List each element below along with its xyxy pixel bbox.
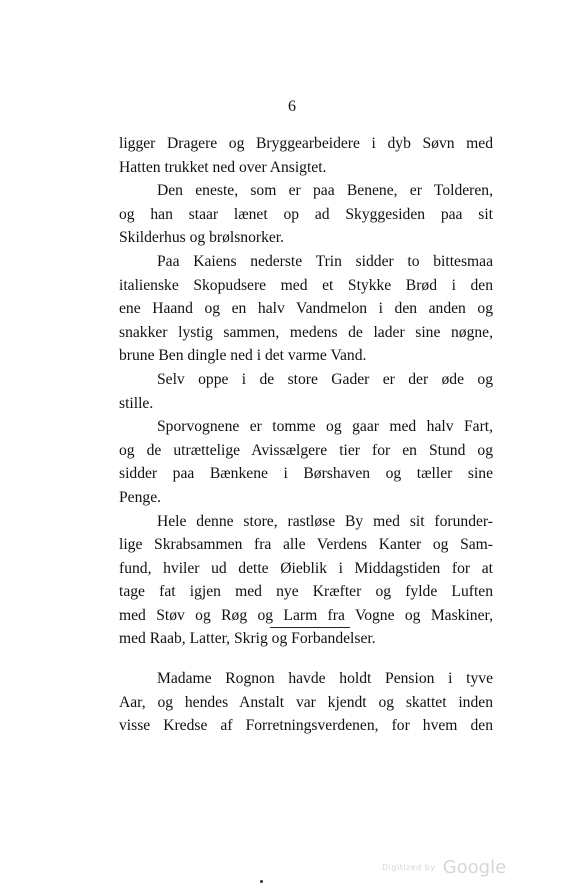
text-line: og han staar lænet op ad Skyggesiden paa sit (119, 205, 493, 223)
text-line: Den eneste, som er paa Benene, er Tolderen, (157, 182, 493, 200)
text-line: Madame Rognon havde holdt Pension i tyve (157, 670, 493, 687)
text-line: visse Kredse af Forretningsverdenen, for hvem den (119, 717, 493, 735)
text-line: Selv oppe i de store Gader er der øde og (157, 370, 493, 388)
text-line: brune Ben dingle ned i det varme Vand. (119, 347, 367, 365)
text-line: snakker lystig sammen, medens de lader sine nøgne, (119, 323, 493, 341)
body-text-block (119, 132, 493, 651)
text-line: Aar, og hendes Anstalt var kjendt og skattet inden (119, 693, 493, 711)
text-line: Hele denne store, rastløse By med sit forunder- (157, 512, 493, 530)
section-divider (270, 627, 350, 628)
text-line: med Raab, Latter, Skrig og Forbandelser. (119, 630, 376, 648)
text-line: Paa Kaiens nederste Trin sidder to bittesmaa (157, 252, 493, 270)
page-number: 6 (288, 98, 296, 115)
text-line: og de utrættelige Avissælgere tier for en Stund og (119, 441, 493, 459)
text-line: lige Skrabsammen fra alle Verdens Kanter og Sam- (119, 536, 493, 554)
body-text-block (119, 667, 493, 738)
text-line: Hatten trukket ned over Ansigtet. (119, 158, 327, 176)
text-line: ligger Dragere og Bryggearbeidere i dyb Søvn med (119, 135, 493, 152)
digitized-watermark (382, 857, 506, 878)
text-line: stille. (119, 394, 154, 412)
watermark-small-text: Digitized by (382, 863, 436, 872)
scan-speck (260, 880, 263, 883)
text-line: med Støv og Røg og Larm fra Vogne og Maskiner, (119, 606, 493, 624)
text-line: tage fat igjen med nye Kræfter og fylde Luften (119, 583, 493, 601)
text-line: fund, hviler ud dette Øieblik i Middagstiden for at (119, 559, 493, 577)
watermark-logo-text: Google (442, 857, 507, 878)
text-line: Penge. (119, 488, 162, 506)
text-line: Sporvognene er tomme og gaar med halv Fart, (157, 418, 493, 436)
text-line: Skilderhus og brølsnorker. (119, 229, 285, 247)
text-line: sidder paa Bænkene i Børshaven og tæller sine (119, 465, 493, 483)
text-line: italienske Skopudsere med et Stykke Brød i den (119, 276, 493, 294)
text-line: ene Haand og en halv Vandmelon i den anden og (119, 300, 493, 318)
